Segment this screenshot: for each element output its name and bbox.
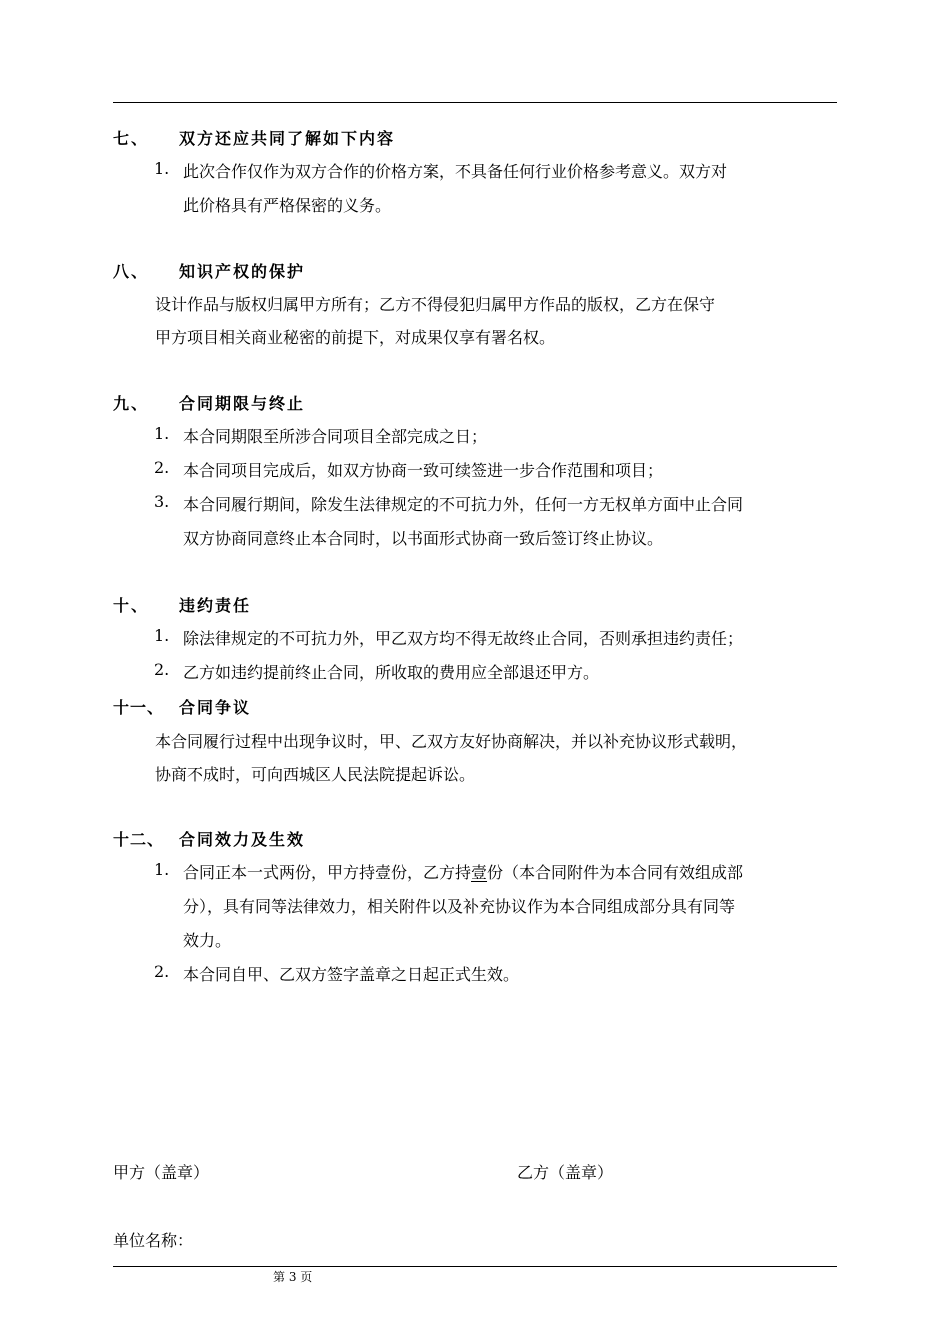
org-name-label: 单位名称： <box>113 1231 194 1250</box>
list-item-text: 本合同履行期间，除发生法律规定的不可抗力外，任何一方无权单方面中止合同 <box>183 495 744 514</box>
section-9-heading <box>113 391 305 414</box>
list-item-text: 本合同项目完成后，如双方协商一致可续签进一步合作范围和项目； <box>183 461 664 480</box>
paragraph-text: 本合同履行过程中出现争议时，甲、乙双方友好协商解决，并以补充协议形式载明， <box>155 732 748 751</box>
section-11-heading <box>113 695 251 718</box>
section-number: 七、 <box>113 129 150 148</box>
text-run: 合同正本一式两份，甲方持壹份，乙方持 <box>183 863 472 882</box>
list-item-text <box>183 860 743 883</box>
party-a-seal-label: 甲方（盖章） <box>113 1163 210 1182</box>
paragraph-text: 甲方项目相关商业秘密的前提下，对成果仅享有署名权。 <box>155 328 556 347</box>
party-b-seal-label: 乙方（盖章） <box>517 1163 614 1182</box>
text-run: 份（本合同附件为本合同有效组成部 <box>487 863 744 882</box>
section-title: 合同争议 <box>179 698 252 717</box>
section-7-heading <box>113 126 395 149</box>
section-8-heading <box>113 259 305 282</box>
header-rule <box>113 102 837 103</box>
section-title: 知识产权的保护 <box>179 262 306 281</box>
section-title: 合同效力及生效 <box>179 830 306 849</box>
list-item-text: 本合同期限至所涉合同项目全部完成之日； <box>183 427 488 446</box>
section-number: 八、 <box>113 262 150 281</box>
paragraph-text: 设计作品与版权归属甲方所有；乙方不得侵犯归属甲方作品的版权，乙方在保守 <box>155 295 716 314</box>
list-item-number: 2. <box>154 458 170 477</box>
list-item-number: 1. <box>154 424 170 443</box>
section-number: 九、 <box>113 394 150 413</box>
footer-rule <box>113 1266 837 1267</box>
list-item-text: 分），具有同等法律效力，相关附件以及补充协议作为本合同组成部分具有同等 <box>183 897 736 916</box>
list-item-number: 3. <box>154 492 170 511</box>
section-title: 双方还应共同了解如下内容 <box>179 129 396 148</box>
list-item-text: 此次合作仅作为双方合作的价格方案，不具备任何行业价格参考意义。双方对 <box>183 162 728 181</box>
section-title: 违约责任 <box>179 596 252 615</box>
page-number: 第 3 页 <box>273 1270 313 1284</box>
list-item-text: 除法律规定的不可抗力外，甲乙双方均不得无故终止合同，否则承担违约责任； <box>183 629 744 648</box>
list-item-text: 乙方如违约提前终止合同，所收取的费用应全部退还甲方。 <box>183 663 600 682</box>
list-item-text: 效力。 <box>183 931 232 950</box>
section-12-heading <box>113 827 305 850</box>
section-10-heading <box>113 593 251 616</box>
list-item-number: 2. <box>154 962 170 981</box>
section-title: 合同期限与终止 <box>179 394 306 413</box>
list-item-text: 双方协商同意终止本合同时，以书面形式协商一致后签订终止协议。 <box>183 529 664 548</box>
section-number: 十、 <box>113 596 150 615</box>
list-item-text: 此价格具有严格保密的义务。 <box>183 196 392 215</box>
list-item-number: 1. <box>154 626 170 645</box>
paragraph-text: 协商不成时，可向西城区人民法院提起诉讼。 <box>155 765 476 784</box>
section-number: 十一、 <box>113 698 165 717</box>
underlined-text: 壹 <box>471 863 488 882</box>
section-number: 十二、 <box>113 830 165 849</box>
list-item-number: 1. <box>154 159 170 178</box>
list-item-number: 2. <box>154 660 170 679</box>
list-item-number: 1. <box>154 860 170 879</box>
list-item-text: 本合同自甲、乙双方签字盖章之日起正式生效。 <box>183 965 520 984</box>
